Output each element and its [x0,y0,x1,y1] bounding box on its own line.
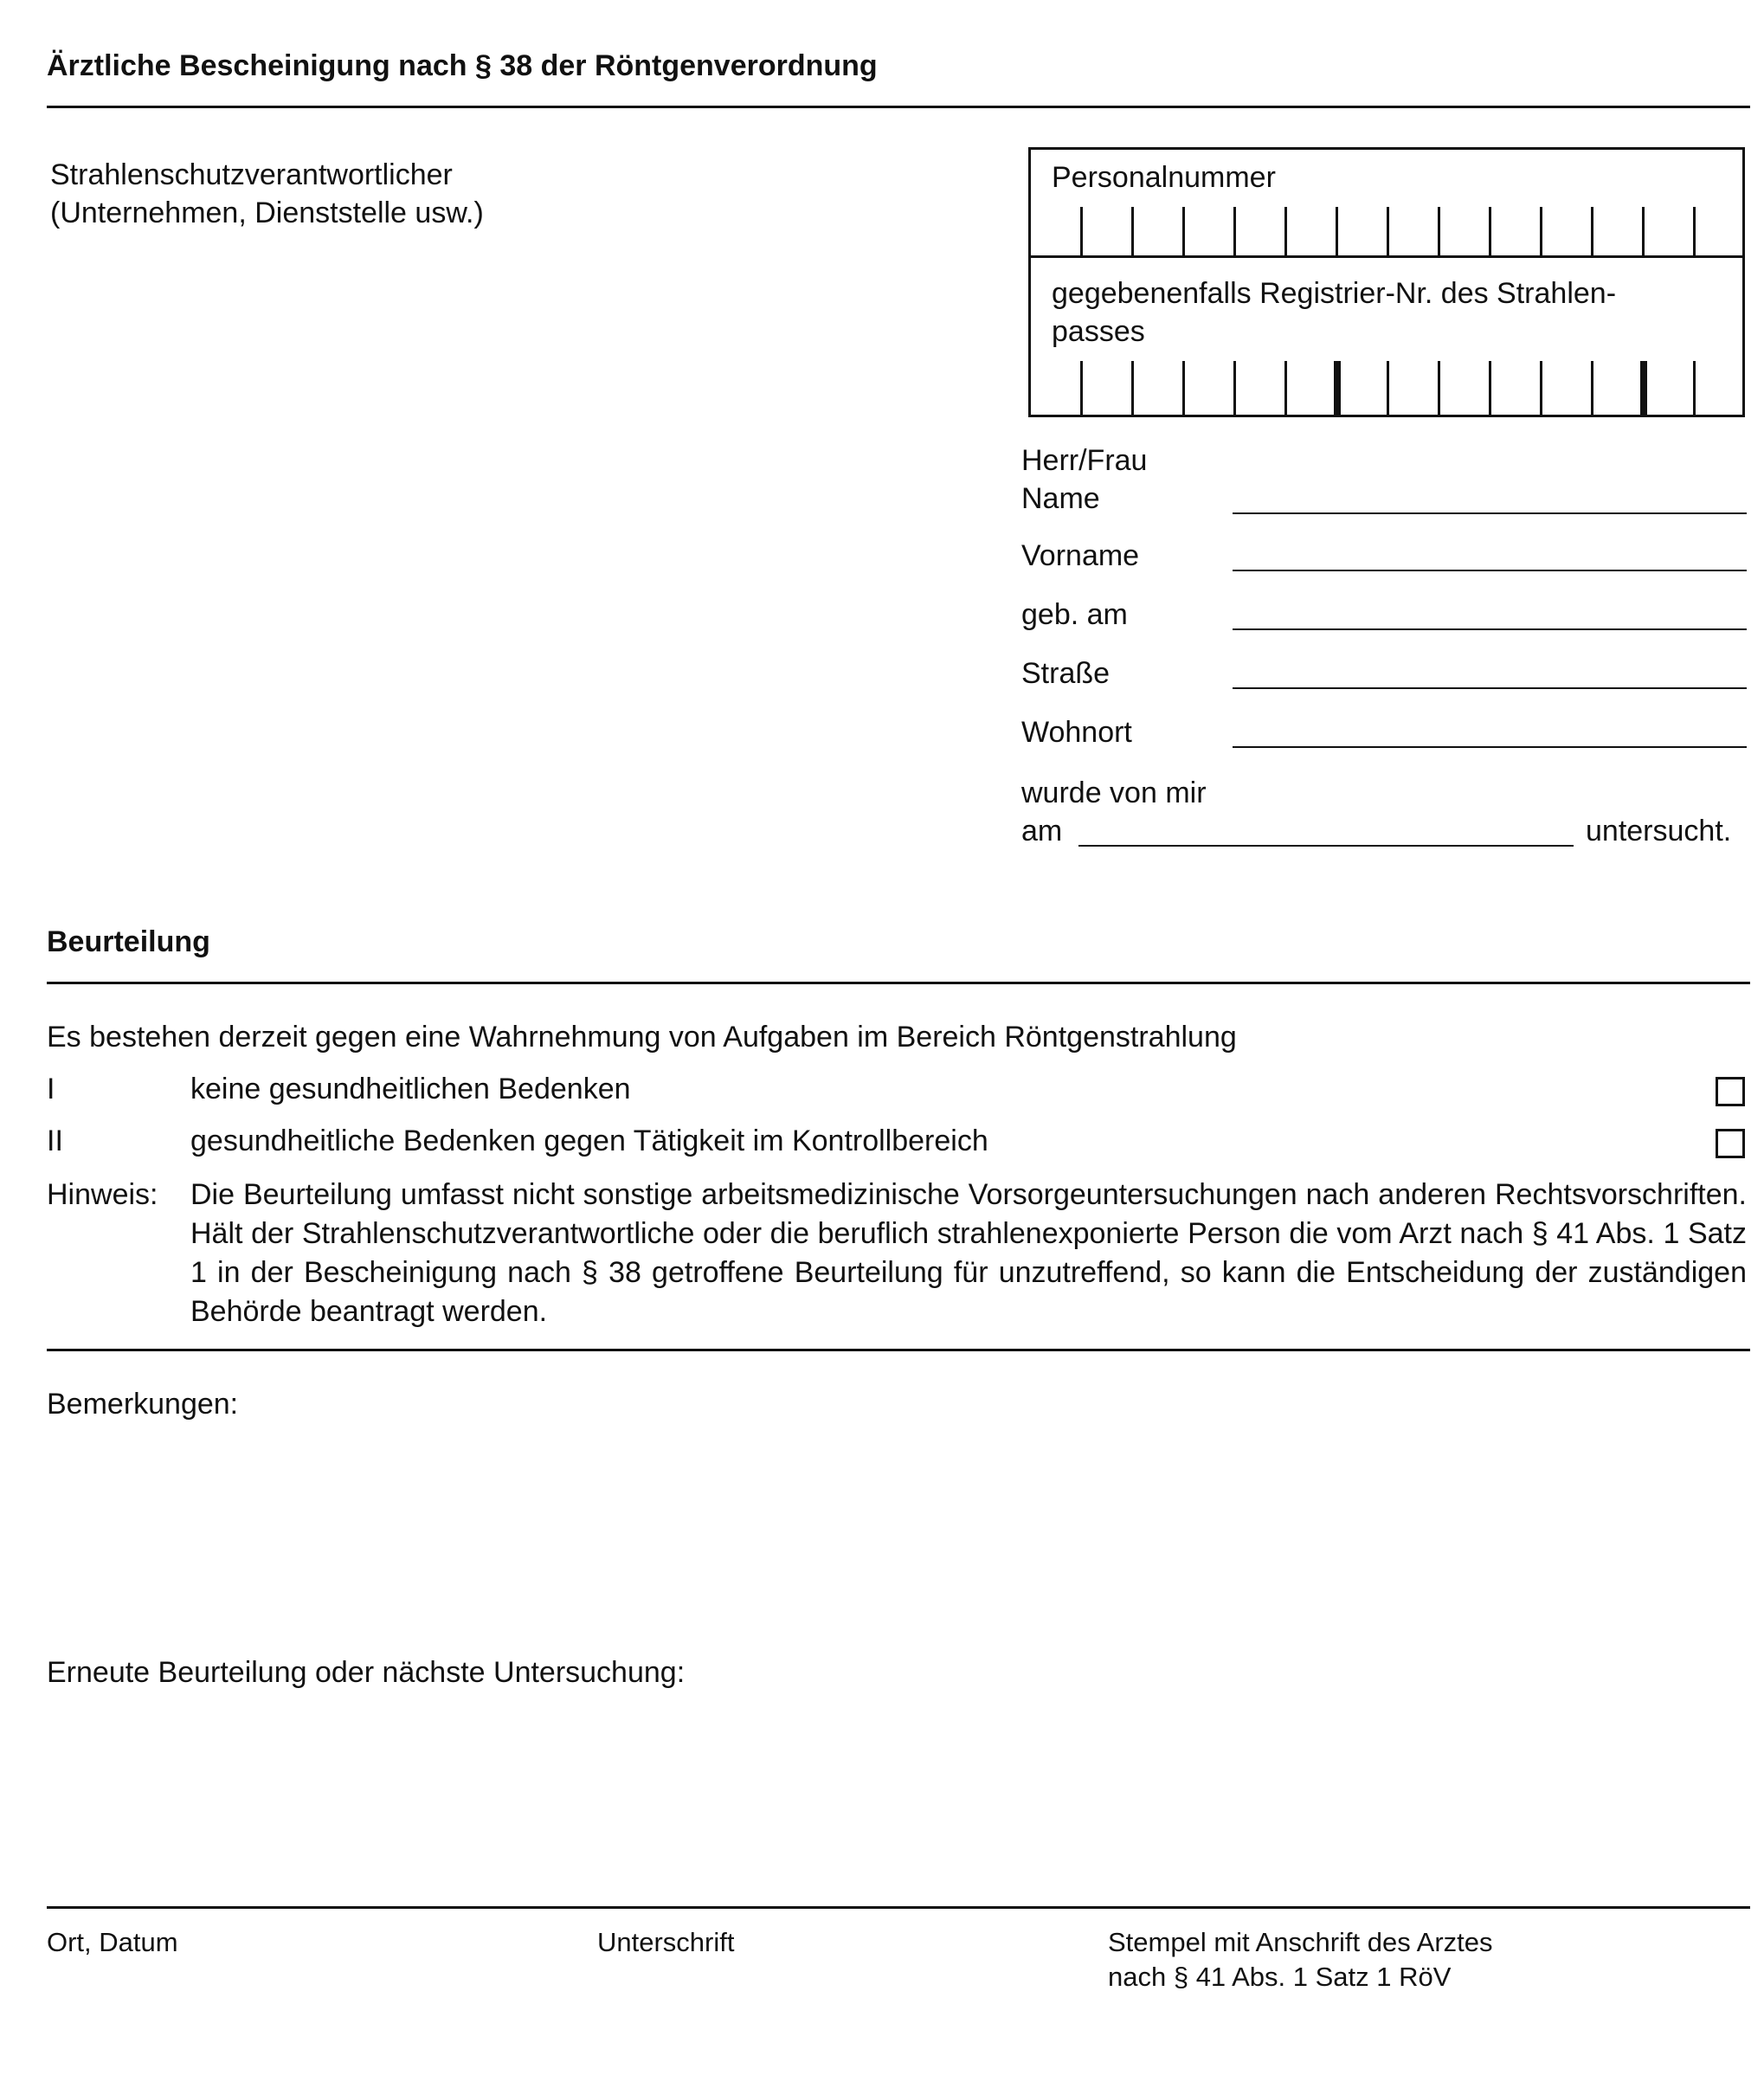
digit-group-separator [1334,361,1341,415]
digit-separator [1540,361,1542,415]
digit-separator [1489,361,1491,415]
digit-separator [1233,207,1236,255]
digit-separator [1182,361,1185,415]
next-exam-label: Erneute Beurteilung oder nächste Untersuchung: [47,1656,686,1689]
assessment-divider [47,982,1750,984]
digit-separator [1642,207,1645,255]
examined-am-label: am [1021,815,1063,847]
name-field[interactable] [1233,474,1747,514]
signature-label: Unterschrift [597,1927,735,1957]
digit-separator [1284,207,1287,255]
digit-separator [1438,207,1440,255]
note-text: Die Beurteilung umfasst nicht sonstige arbeitsmedizinische Vorsorgeuntersuchungen nach anderen Rechtsvorschriften. Hält der Strahlenschutzverantwortliche oder die beruflich strahlenexponierte Person die vom Arzt nach § 41 Abs. 1 Satz 1 in der Bescheinigung nach § 38 getroffene Beurteilung für unzutreffend, so kann die Entscheidung der zuständigen Behörde beantragt werden. [190,1178,1747,1328]
digit-separator [1131,361,1134,415]
note-divider [47,1349,1750,1351]
exam-date-field[interactable] [1078,807,1574,847]
option-1-label: keine gesundheitlichen Bedenken [190,1073,631,1105]
employer-sublabel: (Unternehmen, Dienststelle usw.) [50,197,484,229]
option-1-roman: I [47,1073,55,1105]
employer-label: Strahlenschutzverantwortlicher [50,158,453,191]
digit-separator [1438,361,1440,415]
option-2-checkbox[interactable] [1716,1129,1745,1158]
personal-number-label: Personalnummer [1052,161,1276,194]
digit-separator [1233,361,1236,415]
name-label: Name [1021,482,1100,515]
stamp-label-cont: nach § 41 Abs. 1 Satz 1 RöV [1108,1962,1452,1992]
digit-separator [1387,207,1389,255]
firstname-field[interactable] [1233,532,1747,571]
digit-separator [1080,361,1083,415]
city-label: Wohnort [1021,716,1132,749]
digit-separator [1693,207,1696,255]
remarks-area[interactable] [47,1428,1747,1636]
digit-separator [1591,207,1593,255]
remarks-label: Bemerkungen: [47,1388,239,1421]
stamp-label: Stempel mit Anschrift des Arztes [1108,1927,1493,1957]
next-exam-area[interactable] [47,1697,1747,1896]
option-2-roman: II [47,1124,63,1157]
birthdate-field[interactable] [1233,590,1747,630]
id-box [1028,147,1745,417]
firstname-label: Vorname [1021,539,1140,572]
assessment-intro: Es bestehen derzeit gegen eine Wahrnehmung von Aufgaben im Bereich Röntgenstrahlung [47,1021,1237,1054]
city-field[interactable] [1233,708,1747,748]
digit-separator [1080,207,1083,255]
signature-divider [47,1906,1750,1909]
register-number-label: gegebenenfalls Registrier-Nr. des Strahlen- [1052,277,1617,310]
examined-label: wurde von mir [1021,777,1207,809]
digit-group-separator [1640,361,1647,415]
option-2-label: gesundheitliche Bedenken gegen Tätigkeit im Kontrollbereich [190,1124,988,1157]
birthdate-label: geb. am [1021,598,1128,631]
place-date-label: Ort, Datum [47,1927,178,1957]
digit-separator [1284,361,1287,415]
digit-separator [1387,361,1389,415]
assessment-heading: Beurteilung [47,925,210,958]
title-divider [47,106,1750,108]
digit-separator [1489,207,1491,255]
examined-suffix: untersucht. [1586,815,1732,847]
id-box-divider [1031,255,1742,258]
note-label: Hinweis: [47,1178,158,1211]
digit-separator [1131,207,1134,255]
register-number-field[interactable] [1031,361,1742,415]
street-label: Straße [1021,657,1111,690]
salutation-label: Herr/Frau [1021,444,1148,477]
digit-separator [1182,207,1185,255]
digit-separator [1336,207,1338,255]
digit-separator [1693,361,1696,415]
page-title: Ärztliche Bescheinigung nach § 38 der Röntgenverordnung [47,49,878,82]
option-1-checkbox[interactable] [1716,1077,1745,1106]
digit-separator [1591,361,1593,415]
register-number-label-cont: passes [1052,315,1145,348]
digit-separator [1540,207,1542,255]
street-field[interactable] [1233,649,1747,689]
personal-number-field[interactable] [1031,207,1742,255]
